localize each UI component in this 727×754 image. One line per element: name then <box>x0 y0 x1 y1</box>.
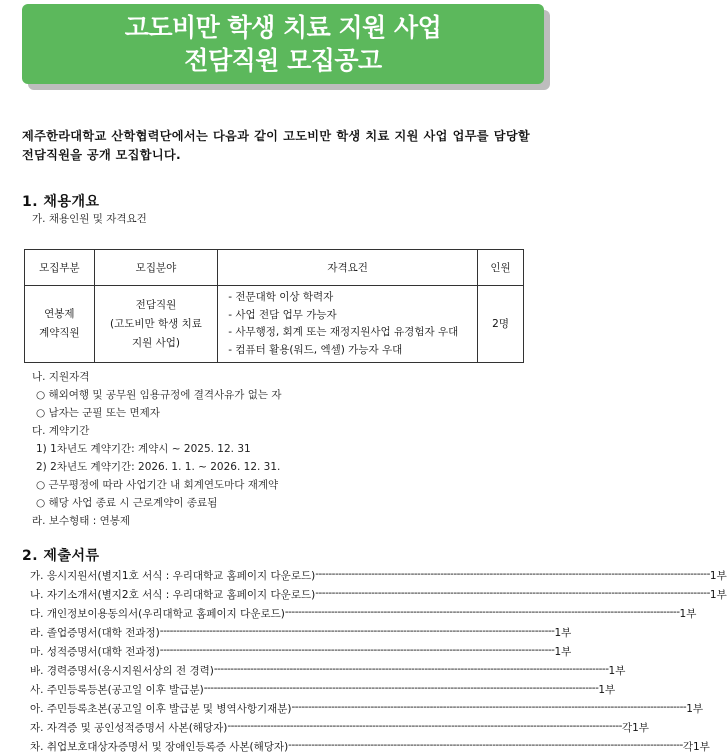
cell-field <box>94 286 218 363</box>
document-name: 라. 졸업증명서(대학 전과정) <box>30 627 160 639</box>
document-item <box>30 587 727 602</box>
document-item <box>30 720 649 735</box>
header-part: 모집부분 <box>25 250 95 286</box>
cell-part <box>25 286 95 363</box>
contract-item: 1) 1차년도 계약기간: 계약시 ~ 2025. 12. 31 <box>36 443 251 455</box>
document-item <box>30 739 710 754</box>
eligibility-item: ○ 남자는 군필 또는 면제자 <box>36 407 160 419</box>
contract-item: 2) 2차년도 계약기간: 2026. 1. 1. ~ 2026. 12. 31. <box>36 461 281 473</box>
document-item <box>30 568 727 583</box>
field-line3: 지원 사업) <box>131 336 180 349</box>
leader-dashes: ------------------------------------------------------------------------------------------------------------------------ <box>213 663 609 675</box>
banner-title-line2: 전담직원 모집공고 <box>184 46 382 75</box>
banner-box <box>22 4 544 84</box>
table-header-row <box>25 250 524 286</box>
leader-dashes: ------------------------------------------------------------------------------------------------------------------------ <box>291 701 687 713</box>
leader-dashes: ------------------------------------------------------------------------------------------------------------------------ <box>315 587 710 599</box>
document-count: 1부 <box>608 665 626 677</box>
contract-item: ○ 근무평정에 따라 사업기간 내 회계연도마다 재계약 <box>36 479 279 491</box>
document-name: 사. 주민등록등본(공고일 이후 발급분) <box>30 684 204 696</box>
document-name: 차. 취업보호대상자증명서 및 장애인등록증 사본(해당자) <box>30 741 289 753</box>
document-item <box>30 663 626 678</box>
title-banner <box>22 4 552 90</box>
part-line1: 연봉제 <box>44 308 75 320</box>
document-name: 나. 자기소개서(별지2호 서식 : 우리대학교 홈페이지 다운로드) <box>30 589 316 601</box>
intro-paragraph: 제주한라대학교 산학협력단에서는 다음과 같이 고도비만 학생 치료 지원 사업 업무를 담당할 전담직원을 공개 모집합니다. <box>22 129 530 162</box>
document-item <box>30 606 697 621</box>
field-line2: (고도비만 학생 치료 <box>110 317 202 330</box>
qualification-item: - 사무행정, 회계 또는 재정지원사업 유경험자 우대 <box>228 326 459 338</box>
qualification-item: - 컴퓨터 활용(워드, 엑셀) 가능자 우대 <box>228 343 403 356</box>
document-item <box>30 644 572 659</box>
leader-dashes: ------------------------------------------------------------------------------------------------------------------------ <box>284 606 680 618</box>
leader-dashes: ------------------------------------------------------------------------------------------------------------------------ <box>159 644 555 656</box>
document-count: 1부 <box>598 684 616 696</box>
document-name: 마. 성적증명서(대학 전과정) <box>30 646 160 658</box>
document-count: 1부 <box>554 627 572 639</box>
cell-count: 2명 <box>478 286 524 363</box>
recruit-table <box>24 249 524 363</box>
field-line1: 전담직원 <box>135 298 177 311</box>
document-item <box>30 701 704 716</box>
qualification-item: - 전문대학 이상 학력자 <box>228 291 334 303</box>
leader-dashes: ------------------------------------------------------------------------------------------------------------------------ <box>315 568 710 580</box>
qualification-item: - 사업 전담 업무 가능자 <box>228 308 337 321</box>
document-name: 가. 응시지원서(별지1호 서식 : 우리대학교 홈페이지 다운로드) <box>30 570 316 582</box>
document-name: 자. 자격증 및 공인성적증명서 사본(해당자) <box>30 722 228 734</box>
document-count: 각1부 <box>682 741 710 753</box>
header-count: 인원 <box>478 250 524 286</box>
leader-dashes: ------------------------------------------------------------------------------------------------------------------------ <box>288 739 683 751</box>
document-name: 바. 경력증명서(응시지원서상의 전 경력) <box>30 665 214 677</box>
section1-title: 1. 채용개요 <box>22 194 100 210</box>
table-row <box>25 286 524 363</box>
document-count: 1부 <box>554 646 572 658</box>
section1-sub-a: 가. 채용인원 및 자격요건 <box>32 213 147 225</box>
banner-title-line1: 고도비만 학생 치료 지원 사업 <box>124 13 442 42</box>
document-count: 1부 <box>679 608 697 620</box>
section1-sub-d: 라. 보수형태 : 연봉제 <box>32 515 131 527</box>
leader-dashes: ------------------------------------------------------------------------------------------------------------------------ <box>227 720 622 732</box>
part-line2: 계약직원 <box>39 327 80 339</box>
cell-qualifications <box>218 286 478 363</box>
section1-sub-b: 나. 지원자격 <box>32 371 90 383</box>
document-item <box>30 625 572 640</box>
document-item <box>30 682 616 697</box>
header-field: 모집분야 <box>94 250 218 286</box>
document-name: 다. 개인정보이용동의서(우리대학교 홈페이지 다운로드) <box>30 608 285 620</box>
contract-item: ○ 해당 사업 종료 시 근로계약이 종료됨 <box>36 497 218 509</box>
document-count: 1부 <box>686 703 704 715</box>
document-count: 1부 <box>709 589 727 601</box>
document-name: 아. 주민등록초본(공고일 이후 발급분 및 병역사항기재분) <box>30 703 292 715</box>
section1-sub-c: 다. 계약기간 <box>32 425 90 437</box>
leader-dashes: ------------------------------------------------------------------------------------------------------------------------ <box>203 682 599 694</box>
eligibility-item: ○ 해외여행 및 공무원 임용규정에 결격사유가 없는 자 <box>36 389 282 401</box>
section2-title: 2. 제출서류 <box>22 548 100 564</box>
header-qualification: 자격요건 <box>218 250 478 286</box>
leader-dashes: ------------------------------------------------------------------------------------------------------------------------ <box>159 625 555 637</box>
document-count: 각1부 <box>621 722 649 734</box>
document-count: 1부 <box>709 570 727 582</box>
